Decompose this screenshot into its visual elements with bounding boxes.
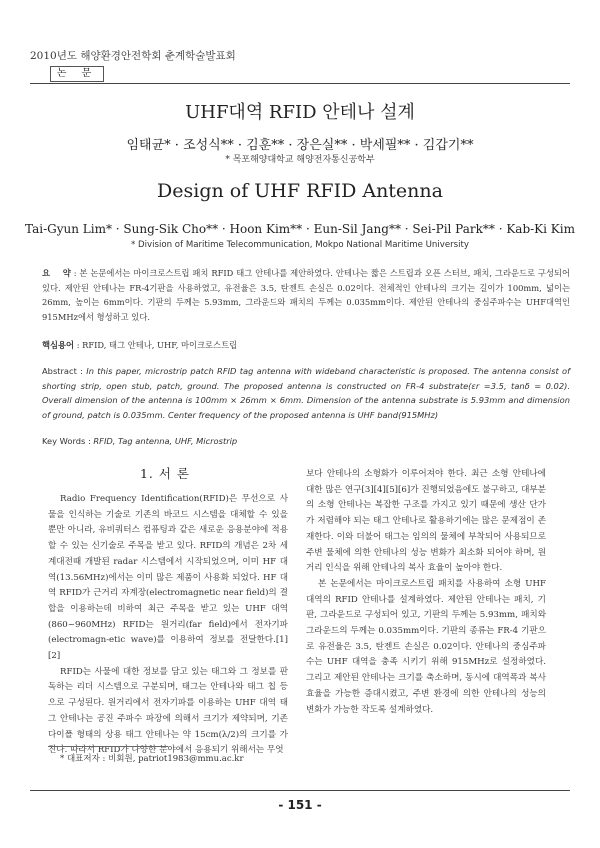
authors-english: Tai-Gyun Lim* · Sung-Sik Cho** · Hoon Kim** · Eun-Sil Jang** · Sei-Pil Park** · Kab-Ki Kim: [25, 222, 575, 236]
authors-korean: 임태균* · 조성식** · 김훈** · 장은실** · 박세필** · 김갑기**: [126, 138, 474, 153]
body-paragraph: Radio Frequency Identification(RFID)은 무선으로 사물을 인식하는 기술로 기존의 바코드 시스템을 대체할 수 있을 뿐만 아니라, 유비쿼터스 컴퓨팅과 같은 새로운 응용분야에 적용할 수 있는 신기술로 주목을 받고 있다. RFID의 개념은 2차 세계대전때 개발된 radar 시스템에서 시작되었으며, 이미 HF 대역(13.56MHz)에서는 이미 많은 제품이 사용화 되었다. HF 대역 RFID가 근거리 자계장(electromagnetic near field)의 결합을 이용하는데 비하여 최근 주목을 받고 있는 UHF 대역(860~960MHz) RFID는 원거리(far field)에서 전자기파(electromagn-etic wave)를 이용하여 정보를 전달한다.[1][2]: [48, 494, 288, 662]
abstract-english-label: Abstract :: [42, 366, 87, 376]
title-korean: UHF대역 RFID 안테나 설계: [185, 102, 415, 123]
keywords-english: [42, 434, 570, 449]
body-paragraph: 본 논문에서는 마이크로스트립 패치를 사용하여 소형 UHF 대역의 RFID 안테나를 설계하였다. 제안된 안테나는 패치, 기판, 그라운드로 구성되어 있고, 기판의 두께는 5.93mm, 패치와 그라운드의 두께는 0.035mm이다. 기판의 종류는 FR-4 기판으로 유전율은 3.5, 탄젠트 손실은 0.02이다. 안테나의 중심주파수는 UHF 대역을 충족 시키기 위해 915MHz로 설정하였다. 그리고 제안된 안테나는 크기를 축소하며, 동시에 대역폭과 복사 효율을 가능한 증대시켰고, 주변 환경에 의한 안테나의 성능의 변화가 가능한 작도록 설계하였다.: [306, 578, 546, 715]
body-right-column: [306, 467, 546, 718]
abstract-korean-label: 요 약: [42, 268, 71, 278]
title-english: Design of UHF RFID Antenna: [157, 180, 443, 202]
abstract-english-text: In this paper, microstrip patch RFID tag antenna with wideband characteristic is proposed. The antenna consist of shorting strip, open stub, patch, ground. The proposed antenna is constructed on FR-4 substrate(εr =3.5, tanδ = 0.02). Overall dimension of the antenna is 100mm × 26mm × 6mm. Dimension of the antenna substrate is 5.93mm and dimension of ground, patch is 0.035mm. Center frequency of the proposed antenna is UHF band(915MHz): [42, 366, 570, 420]
footnote-rule: [48, 746, 168, 747]
body-paragraph: RFID는 사물에 대한 정보를 담고 있는 태그와 그 정보를 판독하는 리더 시스템으로 구분되며, 태그는 안테나와 태그 칩 등으로 구성된다. 원거리에서 전자기파를 이용하는 UHF 대역 태그 안테나는 공진 주파수 파장에 의해서 크기가 제약되며, 기존 다이폴 형태의 상용 태그 안테나는 약 15cm(λ/2)의 크기를 가진다. 따라서 RFID가 다양한 분야에서 응용되기 위해서는 무엇: [48, 666, 288, 756]
affiliation-english: * Division of Maritime Telecommunication, Mokpo National Maritime University: [131, 240, 469, 250]
keywords-korean: [42, 338, 570, 353]
body-paragraph: 보다 안테나의 소형화가 이루어져야 한다. 최근 소형 안테나에 대한 많은 연구[3][4][5][6]가 진행되었음에도 불구하고, 대부분의 소형 안테나는 복잡한 구조를 가지고 있기 때문에 생산 단가가 저렴해야 되는 태그 안테나로 활용하기에는 많은 문제점이 존재한다. 이와 더불어 태그는 임의의 물체에 부착되어 사용되므로 주변 물체에 의한 안테나의 성능 변화가 최소화 되어야 하며, 원거리 인식을 위해 안테나의 복사 효율이 높아야 한다.: [306, 469, 546, 574]
footnote: * 대표저자 : 비회원, patriot1983@mmu.ac.kr: [60, 754, 244, 764]
header-rule: [30, 83, 570, 84]
section-title-introduction: 1. 서 론: [139, 466, 191, 481]
keywords-english-label: Key Words :: [42, 436, 94, 446]
abstract-korean-text: : 본 논문에서는 마이크로스트립 패치 RFID 태그 안테나를 제안하였다. 안테나는 짧은 스트립과 오픈 스터브, 패치, 그라운드로 구성되어있다. 제안된 안테나는 FR-4기판을 사용하였고, 유전율은 3.5, 탄젠트 손실은 0.02이다. 전체적인 안테나의 크기는 길이가 100mm, 넓이는 26mm, 높이는 6mm이다. 기판의 두께는 5.93mm, 그라운드와 패치의 두께는 0.035mm이다. 제안된 안테나의 중심주파수는 UHF대역인 915MHz에서 형성하고 있다.: [42, 268, 570, 322]
page-number: - 151 -: [278, 798, 322, 812]
abstract-korean: [42, 266, 570, 324]
paper-type-tag: 논 문: [50, 66, 104, 82]
keywords-korean-text: : RFID, 태그 안테나, UHF, 마이크로스트립: [76, 340, 238, 350]
keywords-korean-label: 핵심용어: [42, 340, 75, 350]
footer-rule: [30, 790, 570, 791]
affiliation-korean: * 목포해양대학교 해양전자통신공학부: [225, 155, 375, 165]
body-left-column: [48, 492, 288, 759]
abstract-english: [42, 364, 570, 422]
keywords-english-text: RFID, Tag antenna, UHF, Microstrip: [93, 436, 238, 446]
journal-header: 2010년도 해양환경안전학회 춘계학술발표회: [30, 50, 236, 62]
